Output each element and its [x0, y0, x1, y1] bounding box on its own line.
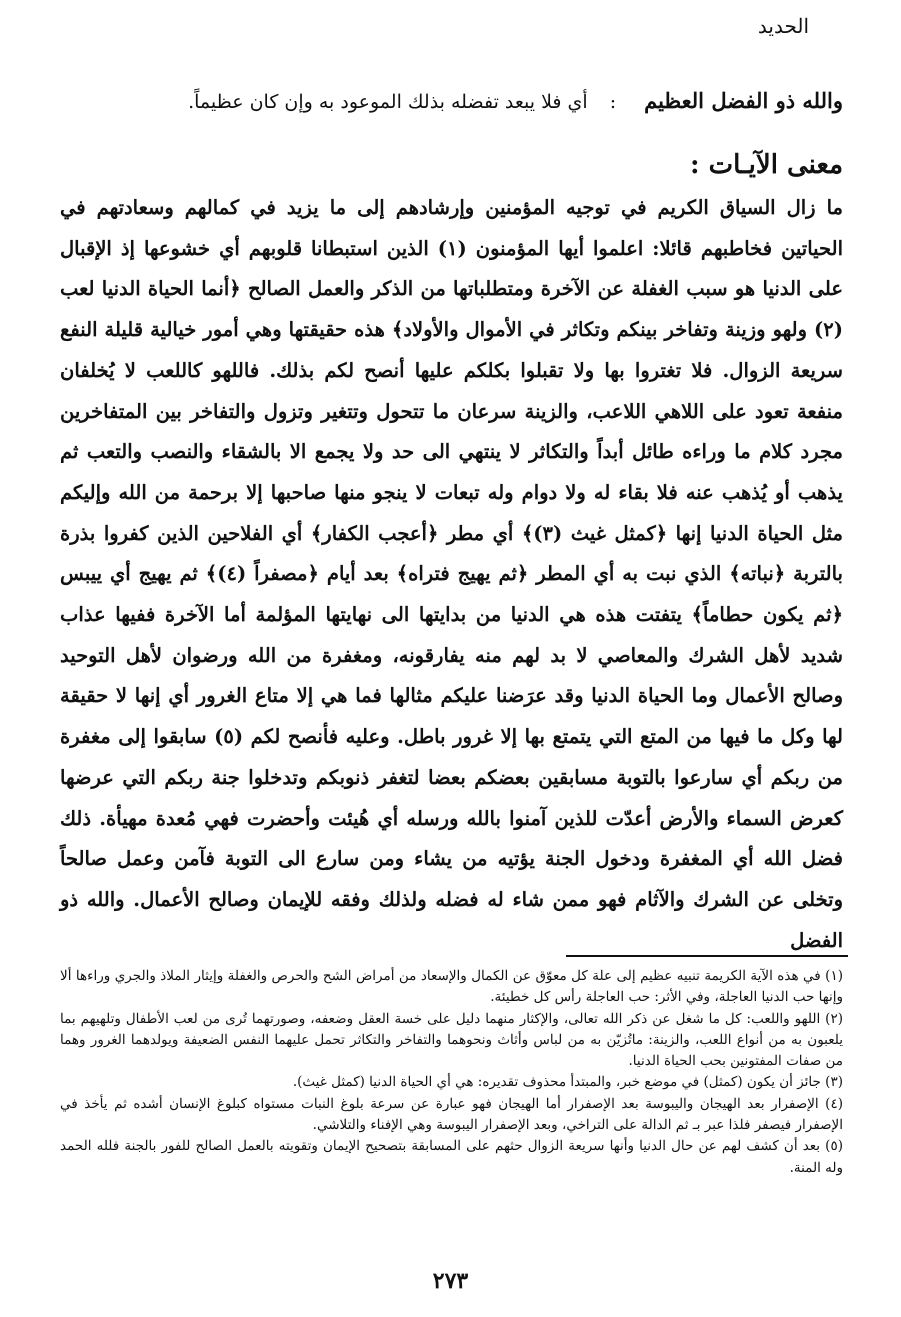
- gloss-term: والله ذو الفضل العظيم: [644, 88, 843, 113]
- commentary-body: [60, 188, 843, 961]
- verse-gloss: [140, 88, 843, 113]
- footnote-4: (٤) الإصفرار بعد الهيجان واليبوسة بعد الإصفرار أما الهيجان فهو عبارة عن سرعة بلوغ النبات مستواه كبلوغ الإنسان أشده ثم يأخذ في الإصفرار فيصفر فلذا عبر بـ ثم الدالة على التراخي، وبعد الإصفرار اليبوسة وهي الإفناء والتلاشي.: [60, 1095, 843, 1134]
- footnote-1: (١) في هذه الآية الكريمة تنبيه عظيم إلى علة كل معوّق عن الكمال والإسعاد من أمراض الشح والحرص والغفلة وإيثار الملاذ والجري وراءها ألا وإنها حب الدنيا العاجلة، وفي الأثر: حب العاجلة رأس كل خطيئة.: [60, 968, 843, 1006]
- gloss-explanation: أي فلا يبعد تفضله بذلك الموعود به وإن كان عظيماً.: [188, 91, 588, 113]
- section-heading: معنى الآيـات :: [690, 150, 843, 180]
- footnotes: [60, 966, 843, 1179]
- footnote-separator: [566, 955, 848, 957]
- footnote-5: (٥) بعد أن كشف لهم عن حال الدنيا وأنها سريعة الزوال حثهم على المسابقة بتصحيح الإيمان وتقويته بالعمل الصالح للفور بالجنة فلله الحمد وله المنة.: [60, 1138, 843, 1176]
- running-head-title: الحديد: [757, 14, 809, 38]
- page-number: ٢٧٣: [432, 1268, 469, 1294]
- footnote-3: (٣) جائز أن يكون (كمثل) في موضع خبر، والمبتدأ محذوف تقديره: هي أي الحياة الدنيا (كمثل غيث).: [292, 1074, 843, 1091]
- commentary-paragraph: ما زال السياق الكريم في توجيه المؤمنين وإرشادهم إلى ما يزيد في كمالهم وسعادتهم في الحياتين فخاطبهم قائلا: اعلموا أيها المؤمنون (١) الذين استبطانا قلوبهم أي خشوعها إذ الإقبال على الدنيا هو سبب الغفلة عن الآخرة ومتطلباتها من الذكر والعمل الصالح ﴿أنما الحياة الدنيا لعب (٢) ولهو وزينة وتفاخر بينكم وتكاثر في الأموال والأولاد﴾ هذه حقيقتها وهي أمور خيالية قليلة النفع سريعة الزوال. فلا تغتروا بها ولا تقبلوا بكلكم عليها أنصح لكم بذلك. فاللهو كاللعب لا يُخلفان منفعة تعود على اللاهي اللاعب، والزينة سرعان ما تتحول وتتغير وتزول والتفاخر بين المتفاخرين مجرد كلام ما وراءه طائل أبداً والتكاثر لا ينتهي الى حد ولا يجمع الا بالشقاء والنصب والتعب ثم يذهب أو يُذهب عنه فلا بقاء له ولا دوام وله تبعات لا ينجو منها صاحبها إلا برحمة من الله وإليكم مثل الحياة الدنيا إنها ﴿كمثل غيث (٣)﴾ أي مطر ﴿أعجب الكفار﴾ أي الفلاحين الذين كفروا بذرة بالتربة ﴿نباته﴾ الذي نبت به أي المطر ﴿ثم يهيج فتراه﴾ بعد أيام ﴿مصفراً (٤)﴾ ثم يهيج أي ييبس ﴿ثم يكون حطاماً﴾ يتفتت هذه هي الدنيا من بدايتها الى نهايتها المؤلمة أما الآخرة ففيها عذاب شديد لأهل الشرك والمعاصي لا بد لهم منه يفارقونه، ومغفرة من الله ورضوان لأهل التوحيد وصالح الأعمال وما الحياة الدنيا وقد عرَضنا عليكم مثالها فما هي إلا متاع الغرور أي إنها لا حقيقة لها وكل ما فيها من المتع التي يتمتع بها إلا غرور باطل. وعليه فأنصح لكم (٥) سابقوا إلى مغفرة من ربكم أي سارعوا بالتوبة مسابقين بعضكم بعضا لتغفر ذنوبكم وتدخلوا جنة ربكم التي عرضها كعرض السماء والأرض أعدّت للذين آمنوا بالله ورسله أي هُيئت وأحضرت فهي مُعدة مهيأة. ذلك فضل الله أي المغفرة ودخول الجنة يؤتيه من يشاء ومن سارع الى التوبة فآمن وعمل صالحاً وتخلى عن الشرك والآثام فهو ممن شاء له فضله ولذلك وفقه للإيمان وصالح الأعمال. والله ذو الفضل: [60, 196, 844, 952]
- gloss-colon: :: [609, 91, 617, 113]
- footnote-2: (٢) اللهو واللعب: كل ما شغل عن ذكر الله تعالى، والإكثار منهما دليل على خسة العقل وضعفه، وصورتهما تُرى من لعب الأطفال وتلهيهم بما يلعبون به من أنواع اللعب، والزينة: ماتُزيّن به من لباس وأثاث ونحوهما والتفاخر والتكاثر تحمل عليهما النفس الضعيفة ويولدهما الغرور وهما من صفات المفتونين بحب الحياة الدنيا.: [60, 1010, 843, 1070]
